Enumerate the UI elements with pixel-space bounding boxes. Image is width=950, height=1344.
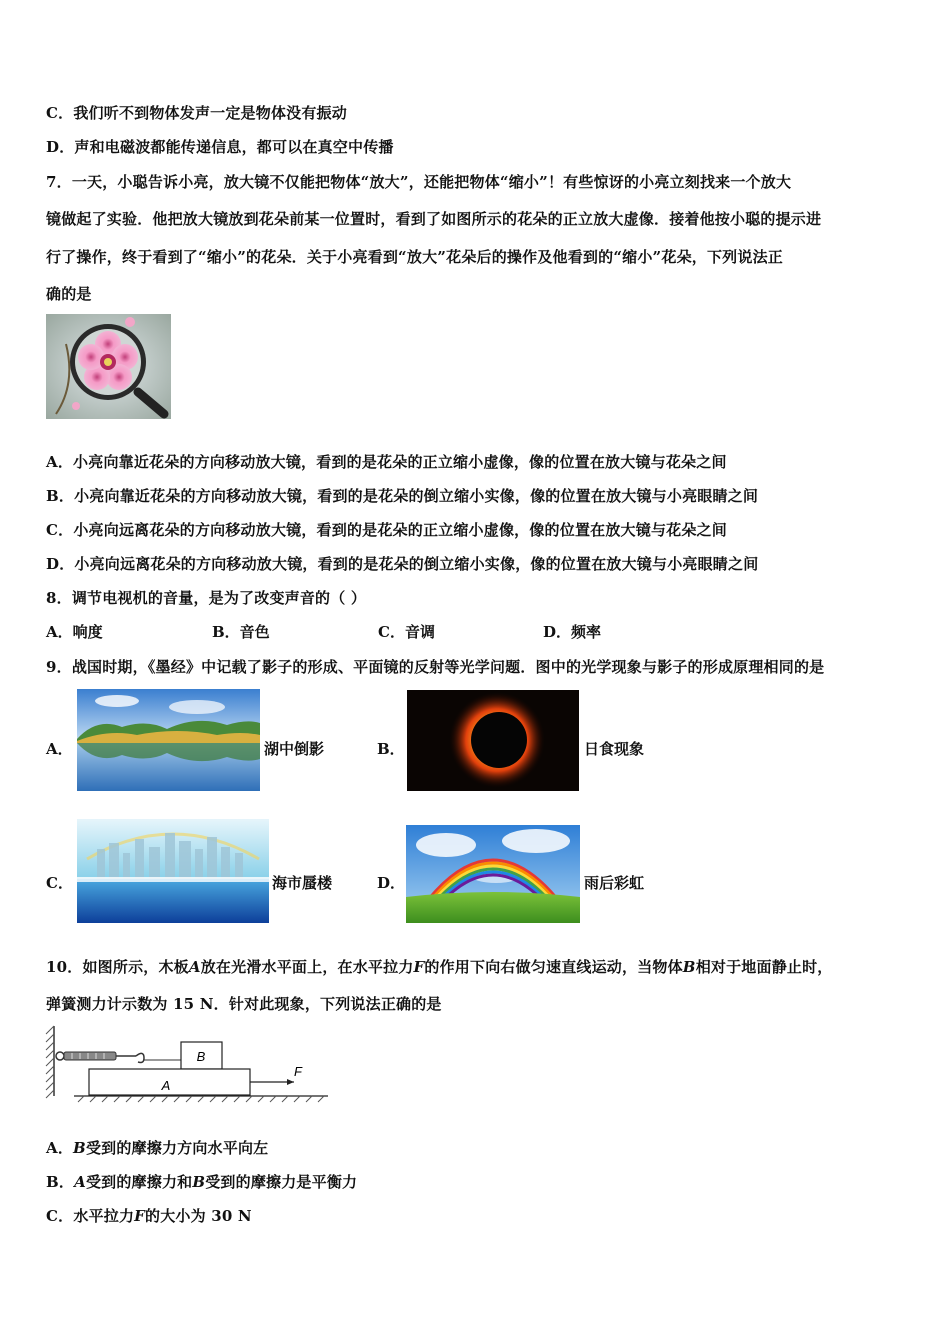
q9-stem: 9．战国时期，《墨经》中记载了影子的形成、平面镜的反射等光学问题．图中的光学现象与影子的形成原理相同的是 [46, 658, 825, 676]
q6-option-c: C．我们听不到物体发声一定是物体没有振动 [46, 104, 347, 122]
diagram-label-b: B [196, 1049, 206, 1064]
q7-stem-line4: 确的是 [46, 285, 92, 303]
q7-option-b: B．小亮向靠近花朵的方向移动放大镜，看到的是花朵的倒立缩小实像，像的位置在放大镜与小亮眼睛之间 [46, 487, 759, 505]
q9-option-d-caption: 雨后彩虹 [584, 874, 645, 892]
solar-eclipse-image [407, 690, 579, 791]
mirage-image [77, 819, 269, 923]
magnifier-flower-image [46, 314, 171, 419]
q7-option-d: D．小亮向远离花朵的方向移动放大镜，看到的是花朵的倒立缩小实像，像的位置在放大镜与小亮眼睛之间 [46, 555, 759, 573]
q9-option-c-letter: C． [46, 874, 73, 892]
q9-option-b-caption: 日食现象 [584, 740, 645, 758]
q9-option-d-letter: D． [377, 874, 406, 892]
q8-option-b: B．音色 [212, 623, 270, 641]
q9-option-b-letter: B． [377, 740, 405, 758]
q8-option-c: C．音调 [378, 623, 435, 641]
q10-stem-line1: 10．如图所示，木板A放在光滑水平面上，在水平拉力F的作用下向右做匀速直线运动，当物体B相对于地面静止时， [46, 958, 833, 976]
q7-option-a: A．小亮向靠近花朵的方向移动放大镜，看到的是花朵的正立缩小虚像，像的位置在放大镜与花朵之间 [46, 453, 727, 471]
q10-option-c: C．水平拉力F的大小为 30 N [46, 1207, 252, 1225]
q10-option-a: A．B受到的摩擦力方向水平向左 [46, 1139, 269, 1157]
diagram-label-a: A [161, 1078, 171, 1093]
q7-stem-line3: 行了操作，终于看到了“缩小”的花朵．关于小亮看到“放大”花朵后的操作及他看到的“缩小”花朵，下列说法正 [46, 248, 783, 266]
q7-stem-line1: 7．一天，小聪告诉小亮，放大镜不仅能把物体“放大”，还能把物体“缩小”！有些惊讶的小亮立刻找来一个放大 [46, 173, 792, 191]
spring-scale-board-diagram [44, 1024, 330, 1104]
diagram-label-f: F [294, 1064, 302, 1079]
q8-option-d: D．频率 [543, 623, 602, 641]
lake-reflection-image [77, 689, 260, 791]
q7-stem-line2: 镜做起了实验．他把放大镜放到花朵前某一位置时，看到了如图所示的花朵的正立放大虚像．接着他按小聪的提示进 [46, 210, 822, 228]
q8-option-a: A．响度 [46, 623, 103, 641]
q9-option-c-caption: 海市蜃楼 [272, 874, 333, 892]
q9-option-a-letter: A． [46, 740, 73, 758]
rainbow-image [406, 825, 580, 923]
q8-stem: 8．调节电视机的音量，是为了改变声音的（ ） [46, 589, 367, 607]
q6-option-d: D．声和电磁波都能传递信息，都可以在真空中传播 [46, 138, 394, 156]
q7-option-c: C．小亮向远离花朵的方向移动放大镜，看到的是花朵的正立缩小虚像，像的位置在放大镜与花朵之间 [46, 521, 727, 539]
q10-stem-line2: 弹簧测力计示数为 15 N．针对此现象，下列说法正确的是 [46, 995, 442, 1013]
q10-option-b: B．A受到的摩擦力和B受到的摩擦力是平衡力 [46, 1173, 358, 1191]
q9-option-a-caption: 湖中倒影 [264, 740, 325, 758]
